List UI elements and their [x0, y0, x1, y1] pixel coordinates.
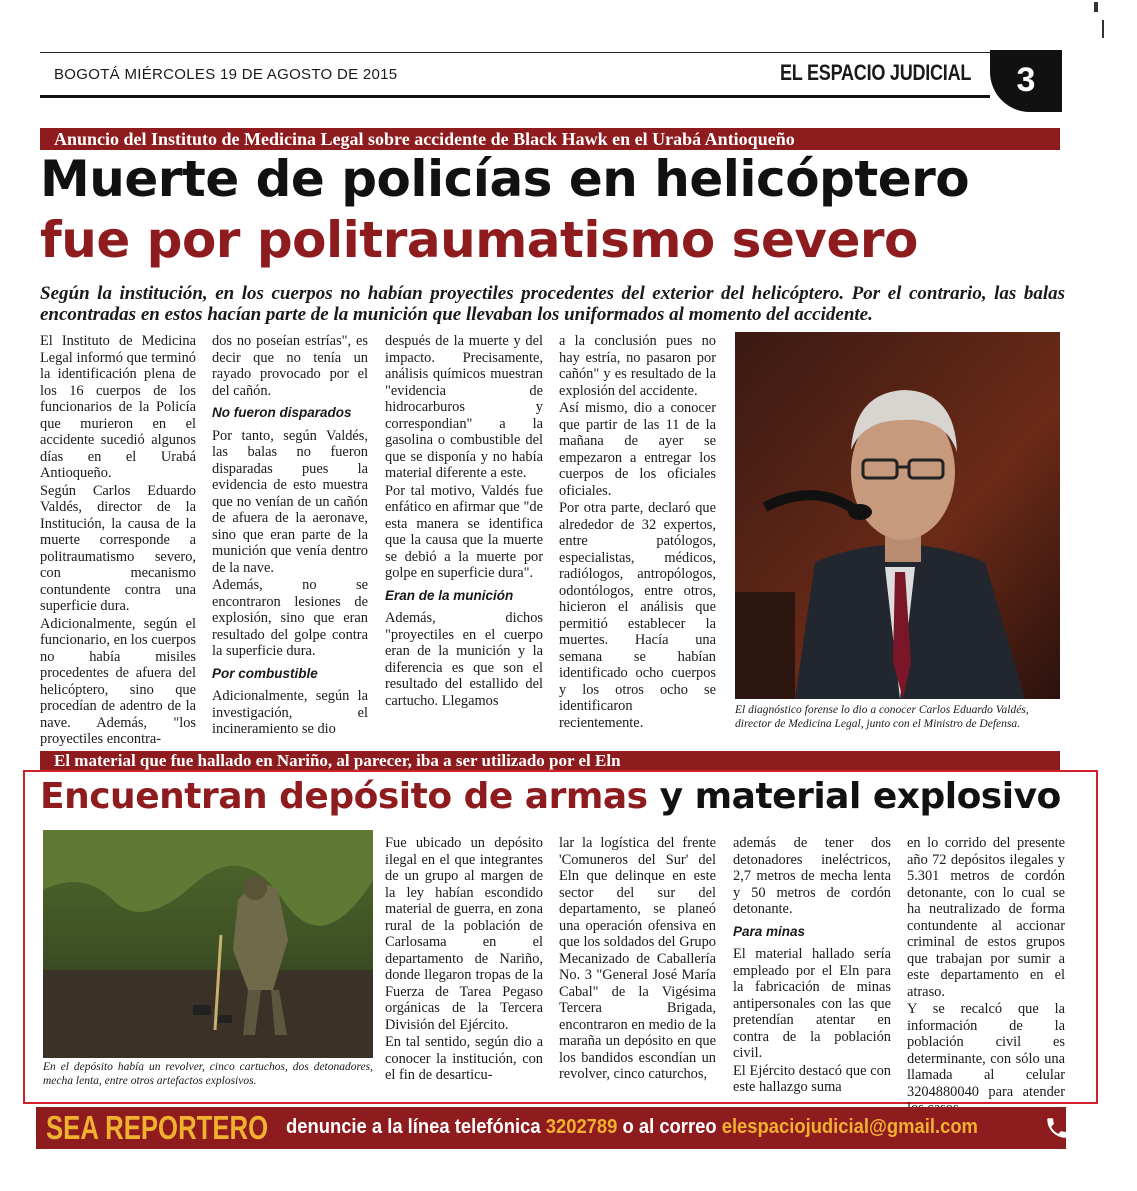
subheading: No fueron disparados — [212, 405, 352, 420]
paragraph: El Ejército destacó que con este hallazgo suma — [733, 1062, 891, 1095]
issue-date: BOGOTÁ MIÉRCOLES 19 DE AGOSTO DE 2015 — [54, 66, 398, 83]
banner-email[interactable]: elespaciojudicial@gmail.com — [721, 1116, 978, 1138]
paragraph: después de la muerte y del impacto. Precisamente, análisis químicos muestran "evidencia de hidrocarburos y correspondian" a la gasolina o combustible del que se disponía y no había material diferente a este. — [385, 333, 543, 481]
paragraph: Además, no se encontraron lesiones de explosión, sino que eran resultado del golpe contra la superficie dura. — [212, 577, 368, 659]
story1-column-4 — [559, 333, 716, 732]
paragraph: Por tanto, según Valdés, las balas no fueron disparadas pues la evidencia de esto muestra que no venían de un cañón de afuera de la aeronave, sino que eran parte de la munición que venía dentro de la nave. — [212, 427, 368, 576]
story2-column-2 — [559, 835, 716, 1084]
subheading: Por combustible — [212, 665, 318, 681]
paragraph: Fue ubicado un depósito ilegal en el que integrantes de un grupo al margen de la ley habían escondido material de guerra, en zona rural de la población de Carlosama en el departamento de Nariño, donde llegaron tropas de la Fuerza de Tarea Pegaso orgánicas de la Tercera División del Ejército. — [385, 835, 543, 1033]
story2-column-1 — [385, 835, 543, 1085]
subheading: Eran de la munición — [385, 587, 514, 603]
story2-column-3 — [733, 835, 891, 1097]
paragraph: Adicionalmente, según el funcionario, en los cuerpos no había misiles procedentes de afuera del helicóptero, sino que procedían de adentro de la nave. Además, "los proyectiles encontra- — [40, 615, 196, 747]
story1-kicker: Anuncio del Instituto de Medicina Legal sobre accidente de Black Hawk en el Urabá Antioqueño — [40, 128, 1060, 150]
story2-headline — [40, 776, 1061, 817]
paragraph: además de tener dos detonadores ineléctricos, 2,7 metros de mecha lenta y 50 metros de cordón detonante. — [733, 835, 891, 917]
speaker-photo-caption: El diagnóstico forense lo dio a conocer Carlos Eduardo Valdés, director de Medicina Legal, junto con el Ministro de Defensa. — [735, 704, 1029, 730]
story1-lead: Según la institución, en los cuerpos no habían proyectiles procedentes del exterior del helicóptero. Por el contrario, las balas encontradas en estos hacían parte de la munición que llevaban los uniformados al momento del accidente. — [40, 283, 1065, 325]
paragraph: El material hallado sería empleado por el Eln para la fabricación de minas antipersonales con las que pretendían atentar en contra de la población civil. — [733, 946, 891, 1061]
paragraph: a la conclusión pues no hay estría, no pasaron por cañón" y es resultado de la explosión del accidente. — [559, 333, 716, 399]
top-rule — [40, 52, 1060, 53]
story1-headline-line2: fue por politraumatismo severo — [40, 211, 918, 269]
speaker-photo — [735, 332, 1060, 699]
scan-marks — [1092, 0, 1132, 40]
paragraph: Según Carlos Eduardo Valdés, director de la Institución, la causa de la muerte corresponde a politraumatismo severo, con mecanismo contundente contra una superficie dura. — [40, 482, 196, 614]
paragraph: Además, dichos "proyectiles en el cuerpo eran de la munición y la diferencia es que son el resultado del estallido del cartucho. Llegamos — [385, 610, 543, 709]
speaker-illustration — [735, 332, 1060, 699]
story2-headline-red: Encuentran depósito de armas — [40, 776, 648, 817]
phone-icon — [1044, 1115, 1070, 1141]
story1-column-3 — [385, 333, 543, 710]
soldier-illustration — [43, 830, 373, 1058]
page-number: 3 — [990, 50, 1062, 112]
section-name: EL ESPACIO JUDICIAL — [780, 60, 972, 85]
banner-title: SEA REPORTERO — [46, 1109, 269, 1146]
story1-column-1 — [40, 333, 196, 749]
weapons-cache-photo — [43, 830, 373, 1058]
paragraph: lar la logística del frente 'Comuneros del Sur' del Eln que delinque en este sector del sur del departamento, se planeó una operación ofensiva en que los soldados del Grupo Mecanizado de Caballería No. 3 "General José María Cabal" de la Vigésima Tercera Brigada, encontraron en medio de la maraña un depósito en que los bandidos escondían un revolver, cinco caturchos, — [559, 835, 716, 1082]
weapons-photo-caption: En el depósito había un revolver, cinco cartuchos, dos detonadores, mecha lenta, entre otros artefactos explosivos. — [43, 1061, 373, 1087]
story2-column-4 — [907, 835, 1065, 1118]
story2-headline-black: y material explosivo — [659, 776, 1061, 817]
paragraph: El Instituto de Medicina Legal informó que terminó la identificación plena de los 16 cuerpos de los funcionarios de la Policía que murieron en el accidente sucedió algunos días en el Urabá Antioqueño. — [40, 333, 196, 481]
paragraph: Por tal motivo, Valdés fue enfático en afirmar que "de esta manera se identifica que la causa que la muerte se debió a la muerte por golpe en superficie dura". — [385, 482, 543, 581]
paragraph: Adicionalmente, según la investigación, el incineramiento se dio — [212, 688, 368, 737]
banner-text — [286, 1116, 978, 1139]
header-rule — [40, 95, 990, 98]
banner-text-2: o al correo — [622, 1116, 717, 1138]
story2-kicker: El material que fue hallado en Nariño, al parecer, iba a ser utilizado por el Eln — [40, 751, 1060, 771]
banner-text-1: denuncie a la línea telefónica — [286, 1116, 541, 1138]
story1-column-2 — [212, 333, 368, 739]
story1-headline-line1: Muerte de policías en helicóptero — [40, 150, 970, 208]
paragraph: dos no poseían estrías", es decir que no tenía un rayado provocado por el del cañón. — [212, 333, 368, 399]
paragraph: En tal sentido, según dio a conocer la institución, con el fin de desarticu- — [385, 1034, 543, 1083]
paragraph: Por otra parte, declaró que alrededor de 32 expertos, entre patólogos, especialistas, médicos, radiólogos, antropólogos, odontólogos, entre otros, hicieron el análisis que permitió establecer la muertes. Hacía una semana se habían identificado ocho cuerpos y los otros ocho se identificaron recientemente. — [559, 500, 716, 731]
reporter-banner — [36, 1107, 1066, 1149]
paragraph: Así mismo, dio a conocer que partir de las 11 de la mañana de ayer se empezaron a entregar los cuerpos de los oficiales oficiales. — [559, 400, 716, 499]
paragraph: Y se recalcó que la información de la población civil es determinante, con sólo una llamada al celular 3204880040 para atender — [907, 1001, 1065, 1100]
banner-phone: 3202789 — [545, 1116, 618, 1138]
paragraph: en lo corrido del presente año 72 depósitos ilegales y 5.301 metros de cordón detonante, con lo cual se ha neutralizado de forma contundente al accionar criminal de estos grupos que trabajan por sumir a este departamento en el atraso. — [907, 835, 1065, 1000]
subheading: Para minas — [733, 923, 806, 939]
